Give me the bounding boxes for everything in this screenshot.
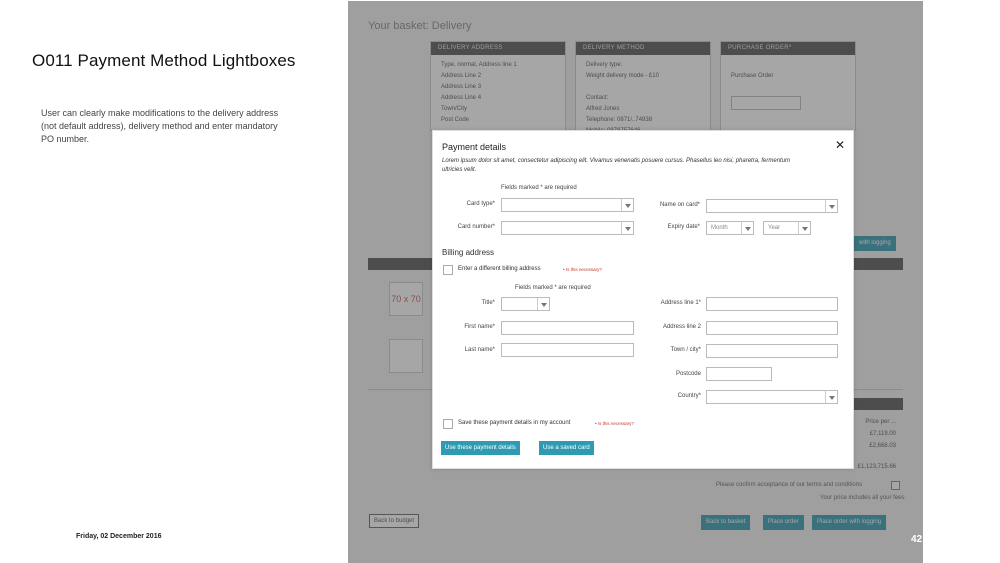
postcode-label: Postcode — [675, 371, 701, 377]
panel-body: Purchase Order — [731, 73, 774, 79]
last-name-input[interactable] — [501, 343, 634, 357]
save-details-checkbox[interactable] — [443, 419, 453, 429]
expiry-month-select[interactable] — [706, 221, 754, 235]
slide-date: Friday, 02 December 2016 — [76, 533, 162, 540]
panel-title: DELIVERY METHOD — [576, 42, 710, 55]
address-line-1-label: Address line 1* — [660, 300, 701, 306]
different-billing-note-text: Is this necessary? — [565, 267, 602, 272]
address-line-2-label: Address line 2 — [662, 324, 701, 330]
panel-body: Type, normal, Address line 1 Address Line 2 Address Line 3 Address Line 4 Town/City Post Code — [441, 62, 517, 123]
chevron-down-icon — [537, 298, 549, 310]
chevron-down-icon — [621, 222, 633, 234]
expiry-year-select[interactable] — [763, 221, 811, 235]
slide-title: O011 Payment Method Lightboxes — [32, 51, 296, 70]
product-thumbnail: 70 x 70 — [389, 282, 423, 316]
panel-title: PURCHASE ORDER* — [721, 42, 855, 55]
town-city-input[interactable] — [706, 344, 838, 358]
first-name-label: First name* — [464, 324, 495, 330]
use-payment-details-button[interactable]: Use these payment details — [441, 441, 520, 455]
price-note: Your price includes all your fees — [820, 495, 905, 501]
title-label: Title* — [481, 300, 495, 306]
price-total: £1,123,715.66 — [857, 464, 896, 470]
last-name-label: Last name* — [464, 347, 495, 353]
save-details-label: Save these payment details in my account — [458, 420, 571, 426]
use-saved-card-button[interactable]: Use a saved card — [539, 441, 594, 455]
different-billing-checkbox[interactable] — [443, 265, 453, 275]
save-details-note-text: Is this necessary? — [597, 421, 634, 426]
chevron-down-icon — [621, 199, 633, 211]
name-on-card-label: Name on card* — [659, 202, 700, 208]
chevron-down-icon — [825, 200, 837, 212]
address-line-1-input[interactable] — [706, 297, 838, 311]
town-city-label: Town / city* — [670, 347, 701, 353]
price-value: £2,668.03 — [869, 443, 896, 449]
place-order-button[interactable]: Place order — [763, 515, 804, 530]
terms-text: Please confirm acceptance of our terms and conditions — [716, 482, 863, 488]
card-type-select[interactable] — [501, 198, 634, 212]
modal-intro: Lorem ipsum dolor sit amet, consectetur adipiscing elit. Vivamus venenatis posuere cursus. Phasellus leo nisi, pharetra, fermentum ultricies velit. — [442, 158, 791, 173]
close-icon[interactable]: ✕ — [835, 138, 846, 152]
name-on-card-input[interactable] — [706, 199, 838, 213]
chevron-down-icon — [798, 222, 810, 234]
card-type-label: Card type* — [466, 201, 495, 207]
place-order-with-logging-button[interactable]: Place order with logging — [812, 515, 886, 530]
modal-title: Payment details — [442, 142, 507, 152]
billing-address-heading: Billing address — [442, 248, 495, 257]
price-value: £7,119.00 — [869, 431, 896, 437]
expiry-year-value: Year — [768, 225, 781, 231]
page-heading: Your basket: Delivery — [368, 20, 472, 32]
slide-page-number: 42 — [911, 534, 923, 545]
save-details-note: • Is this necessary? — [595, 421, 634, 426]
country-select[interactable] — [706, 390, 838, 404]
card-number-input[interactable] — [501, 221, 634, 235]
different-billing-label: Enter a different billing address — [458, 266, 541, 272]
required-note: Fields marked * are required — [501, 185, 577, 191]
address-line-2-input[interactable] — [706, 321, 838, 335]
postcode-input[interactable] — [706, 367, 772, 381]
panel-body: Delivery type: Weight delivery mode - £10 Contact: Alfred Jones Telephone: 0871/..74938 — [586, 62, 659, 123]
card-number-label: Card number* — [457, 224, 495, 230]
back-to-basket-button[interactable]: Back to basket — [701, 515, 750, 530]
title-select[interactable] — [501, 297, 550, 311]
chevron-down-icon — [741, 222, 753, 234]
price-label: Price per ... — [865, 419, 896, 425]
different-billing-note: • Is this necessary? — [563, 267, 602, 272]
billing-required-note: Fields marked * are required — [515, 285, 591, 291]
chevron-down-icon — [825, 391, 837, 403]
payment-details-modal — [432, 130, 854, 469]
back-to-budget-button[interactable]: Back to budget — [369, 514, 419, 528]
first-name-input[interactable] — [501, 321, 634, 335]
expiry-month-value: Month — [711, 225, 728, 231]
slide-description: User can clearly make modifications to the delivery address (not default address), delivery method and enter mandatory PO number. — [41, 108, 279, 144]
expiry-date-label: Expiry date* — [667, 224, 700, 230]
country-label: Country* — [677, 393, 701, 399]
continue-with-logging-button[interactable]: with logging — [854, 236, 896, 251]
panel-title: DELIVERY ADDRESS — [431, 42, 565, 55]
